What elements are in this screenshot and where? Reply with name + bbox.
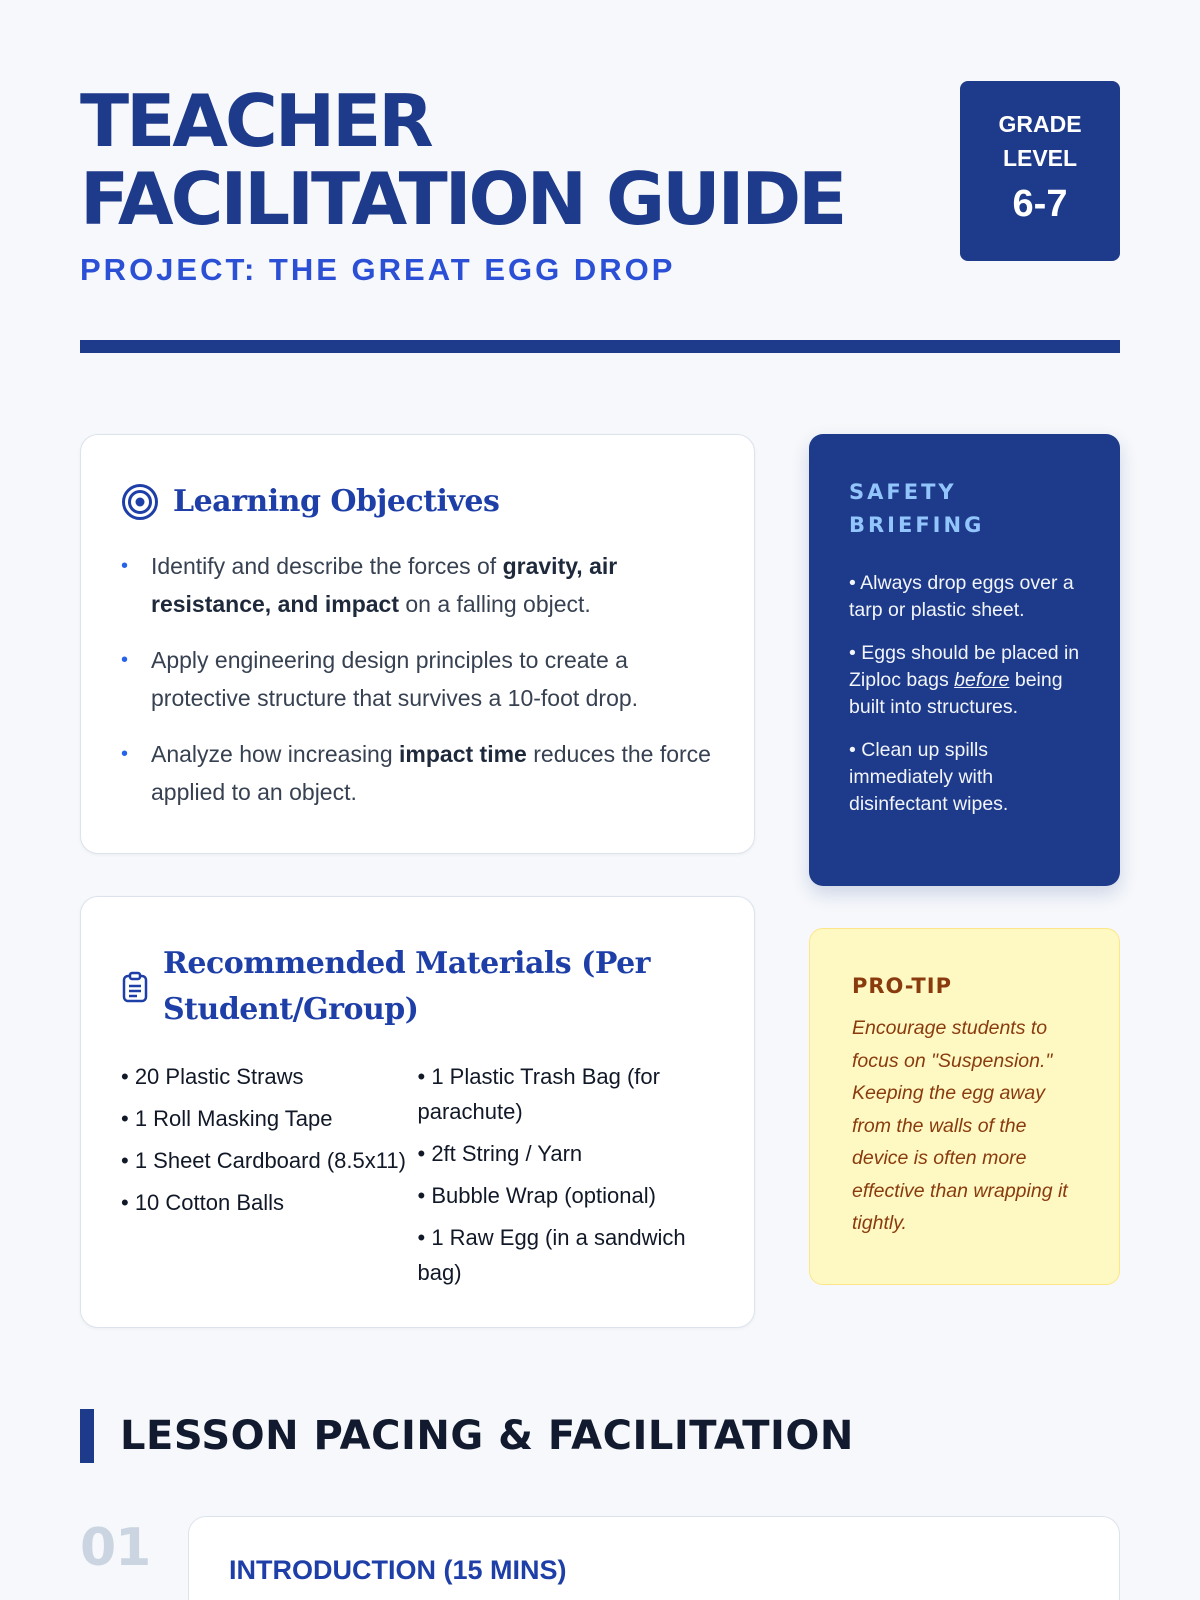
material-item: • Bubble Wrap (optional) [417,1183,656,1208]
safety-item: • Clean up spills immediately with disinfectant wipes. [849,739,1009,815]
lesson-pacing-heading [80,1409,854,1463]
project-subtitle: PROJECT: THE GREAT EGG DROP [80,252,676,287]
safety-item [849,640,1080,721]
safety-item-text: • Eggs should be placed in Ziploc bags [849,642,1080,691]
material-item: • 1 Plastic Trash Bag (for parachute) [417,1064,660,1124]
pro-tip-panel [809,928,1120,1285]
material-item: • 1 Raw Egg (in a sandwich bag) [417,1225,686,1285]
objective-text: Identify and describe the forces of [151,553,503,579]
objective-text: reduces the force applied to an object. [151,741,711,805]
safety-item-emphasis: before [954,669,1010,691]
pro-tip-title: PRO-TIP [852,974,952,998]
learning-objectives-card [80,434,755,854]
objective-text: Analyze how increasing [151,741,400,767]
material-item: • 10 Cotton Balls [121,1190,285,1215]
objective-text: on a falling object. [399,591,591,617]
material-item: • 1 Sheet Cardboard (8.5x11) [121,1148,406,1173]
step-title: INTRODUCTION (15 MINS) [229,1555,567,1585]
lesson-pacing-title: LESSON PACING & FACILITATION [120,1413,854,1459]
materials-card [80,896,755,1328]
materials-column-right [418,1059,715,1297]
material-item: • 1 Roll Masking Tape [121,1106,333,1131]
objective-item [121,641,714,717]
objective-emphasis: impact time [399,741,527,767]
materials-header [121,941,714,1033]
page-title-line-1: TEACHER [80,79,431,163]
objective-item [121,735,714,811]
safety-item-text: being built into structures. [849,669,1063,718]
clipboard-icon [121,971,149,1003]
objective-item [121,547,714,623]
objective-emphasis: gravity, air resistance, and impact [151,553,618,617]
step-card [188,1516,1120,1600]
materials-title: Recommended Materials (Per Student/Group) [163,946,650,1027]
materials-list [121,1059,714,1297]
header-divider [80,340,1120,353]
section-accent-bar [80,1409,94,1463]
page-title-line-2: FACILITATION GUIDE [80,157,845,241]
material-item: • 2ft String / Yarn [417,1141,583,1166]
safety-briefing-title: SAFETY BRIEFING [849,480,985,537]
material-item: • 20 Plastic Straws [121,1064,304,1089]
safety-briefing-panel [809,434,1120,886]
objective-text: Apply engineering design principles to create a protective structure that survives a 10-foot drop. [151,647,639,711]
materials-column-left [121,1059,418,1297]
step-number: 01 [80,1518,151,1578]
grade-level-label: GRADE LEVEL [998,111,1082,171]
safety-item: • Always drop eggs over a tarp or plastic sheet. [849,572,1074,621]
objectives-list [121,547,714,811]
pro-tip-body: Encourage students to focus on "Suspension." Keeping the egg away from the walls of the device is often more effective than wrapping it tightly. [852,1017,1068,1234]
grade-level-value: 6-7 [1012,183,1068,225]
learning-objectives-title: Learning Objectives [173,484,500,519]
target-icon [121,483,159,521]
grade-level-badge [960,81,1120,261]
document-header [80,79,1120,287]
learning-objectives-header [121,479,714,525]
